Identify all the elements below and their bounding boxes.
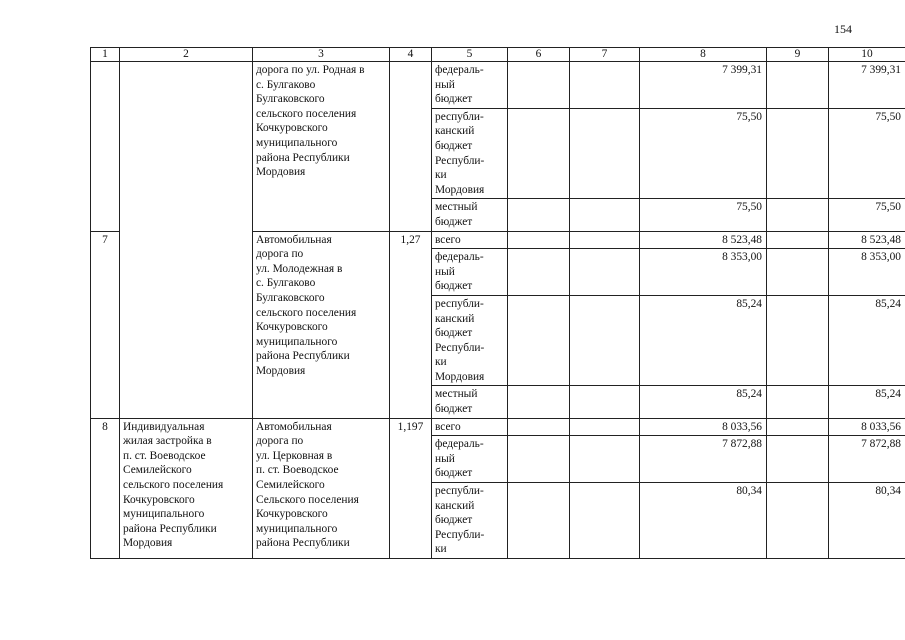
- road-description-cell: дорога по ул. Родная в с. Булгаково Булгаковского сельского поселения Кочкуровского муниципального района Республики Мордовия: [253, 62, 390, 232]
- col6-cell: [508, 295, 570, 386]
- budget-table: [90, 47, 905, 559]
- amount-col10: 80,34: [829, 483, 905, 559]
- col6-cell: [508, 483, 570, 559]
- column-header: 1: [91, 48, 120, 62]
- col6-cell: [508, 418, 570, 436]
- funding-source-cell: республи- канский бюджет Республи- ки: [432, 483, 508, 559]
- item-number-cell: 7: [91, 231, 120, 418]
- road-description-cell: Автомобильная дорога по ул. Церковная в п. ст. Воеводское Семилейского Сельского поселения Кочкуровского муниципального района Республики: [253, 418, 390, 558]
- col6-cell: [508, 231, 570, 249]
- item-number-cell: 8: [91, 418, 120, 558]
- funding-source-cell: федераль- ный бюджет: [432, 249, 508, 296]
- col6-cell: [508, 386, 570, 418]
- column-header: 10: [829, 48, 905, 62]
- amount-col10: 75,50: [829, 199, 905, 231]
- amount-col8: 8 523,48: [640, 231, 767, 249]
- funding-source-cell: республи- канский бюджет Республи- ки Мордовия: [432, 295, 508, 386]
- col6-cell: [508, 249, 570, 296]
- amount-col10: 85,24: [829, 295, 905, 386]
- col9-cell: [767, 108, 829, 199]
- col9-cell: [767, 386, 829, 418]
- amount-col8: 7 872,88: [640, 436, 767, 483]
- amount-col8: 75,50: [640, 108, 767, 199]
- amount-col8: 75,50: [640, 199, 767, 231]
- road-description-cell: Автомобильная дорога по ул. Молодежная в с. Булгаково Булгаковского сельского поселения Кочкуровского муниципального района Республики Мордовия: [253, 231, 390, 418]
- amount-col10: 75,50: [829, 108, 905, 199]
- column-header: 2: [120, 48, 253, 62]
- column-header: 3: [253, 48, 390, 62]
- col7-cell: [570, 108, 640, 199]
- col9-cell: [767, 231, 829, 249]
- column-header: 9: [767, 48, 829, 62]
- item-number-cell: [91, 62, 120, 232]
- column-header: 8: [640, 48, 767, 62]
- page-number: 154: [834, 22, 852, 36]
- road-length-cell: 1,197: [390, 418, 432, 558]
- funding-source-cell: всего: [432, 231, 508, 249]
- column-header: 5: [432, 48, 508, 62]
- funding-source-cell: местный бюджет: [432, 386, 508, 418]
- col7-cell: [570, 483, 640, 559]
- road-length-cell: [390, 62, 432, 232]
- col9-cell: [767, 199, 829, 231]
- col9-cell: [767, 483, 829, 559]
- col9-cell: [767, 62, 829, 109]
- col6-cell: [508, 108, 570, 199]
- amount-col8: 7 399,31: [640, 62, 767, 109]
- col9-cell: [767, 436, 829, 483]
- amount-col8: 85,24: [640, 386, 767, 418]
- col9-cell: [767, 418, 829, 436]
- col7-cell: [570, 199, 640, 231]
- col7-cell: [570, 386, 640, 418]
- amount-col10: 7 399,31: [829, 62, 905, 109]
- col7-cell: [570, 295, 640, 386]
- col7-cell: [570, 436, 640, 483]
- amount-col8: 8 353,00: [640, 249, 767, 296]
- col9-cell: [767, 249, 829, 296]
- amount-col10: 8 523,48: [829, 231, 905, 249]
- col6-cell: [508, 199, 570, 231]
- amount-col10: 7 872,88: [829, 436, 905, 483]
- table-row: [91, 62, 905, 109]
- amount-col8: 80,34: [640, 483, 767, 559]
- column-number-row: [91, 48, 905, 62]
- column-header: 6: [508, 48, 570, 62]
- amount-col10: 8 353,00: [829, 249, 905, 296]
- funding-source-cell: федераль- ный бюджет: [432, 62, 508, 109]
- funding-source-cell: федераль- ный бюджет: [432, 436, 508, 483]
- col6-cell: [508, 436, 570, 483]
- col6-cell: [508, 62, 570, 109]
- col7-cell: [570, 231, 640, 249]
- funding-source-cell: всего: [432, 418, 508, 436]
- col7-cell: [570, 249, 640, 296]
- funding-source-cell: местный бюджет: [432, 199, 508, 231]
- col7-cell: [570, 418, 640, 436]
- col9-cell: [767, 295, 829, 386]
- table-row: [91, 418, 905, 436]
- column-header: 4: [390, 48, 432, 62]
- amount-col10: 8 033,56: [829, 418, 905, 436]
- road-length-cell: 1,27: [390, 231, 432, 418]
- amount-col8: 8 033,56: [640, 418, 767, 436]
- amount-col8: 85,24: [640, 295, 767, 386]
- amount-col10: 85,24: [829, 386, 905, 418]
- object-cell: [120, 62, 253, 419]
- funding-source-cell: республи- канский бюджет Республи- ки Мордовия: [432, 108, 508, 199]
- col7-cell: [570, 62, 640, 109]
- object-cell: Индивидуальная жилая застройка в п. ст. Воеводское Семилейского сельского поселения Кочкуровского муниципального района Республики Мордовия: [120, 418, 253, 558]
- column-header: 7: [570, 48, 640, 62]
